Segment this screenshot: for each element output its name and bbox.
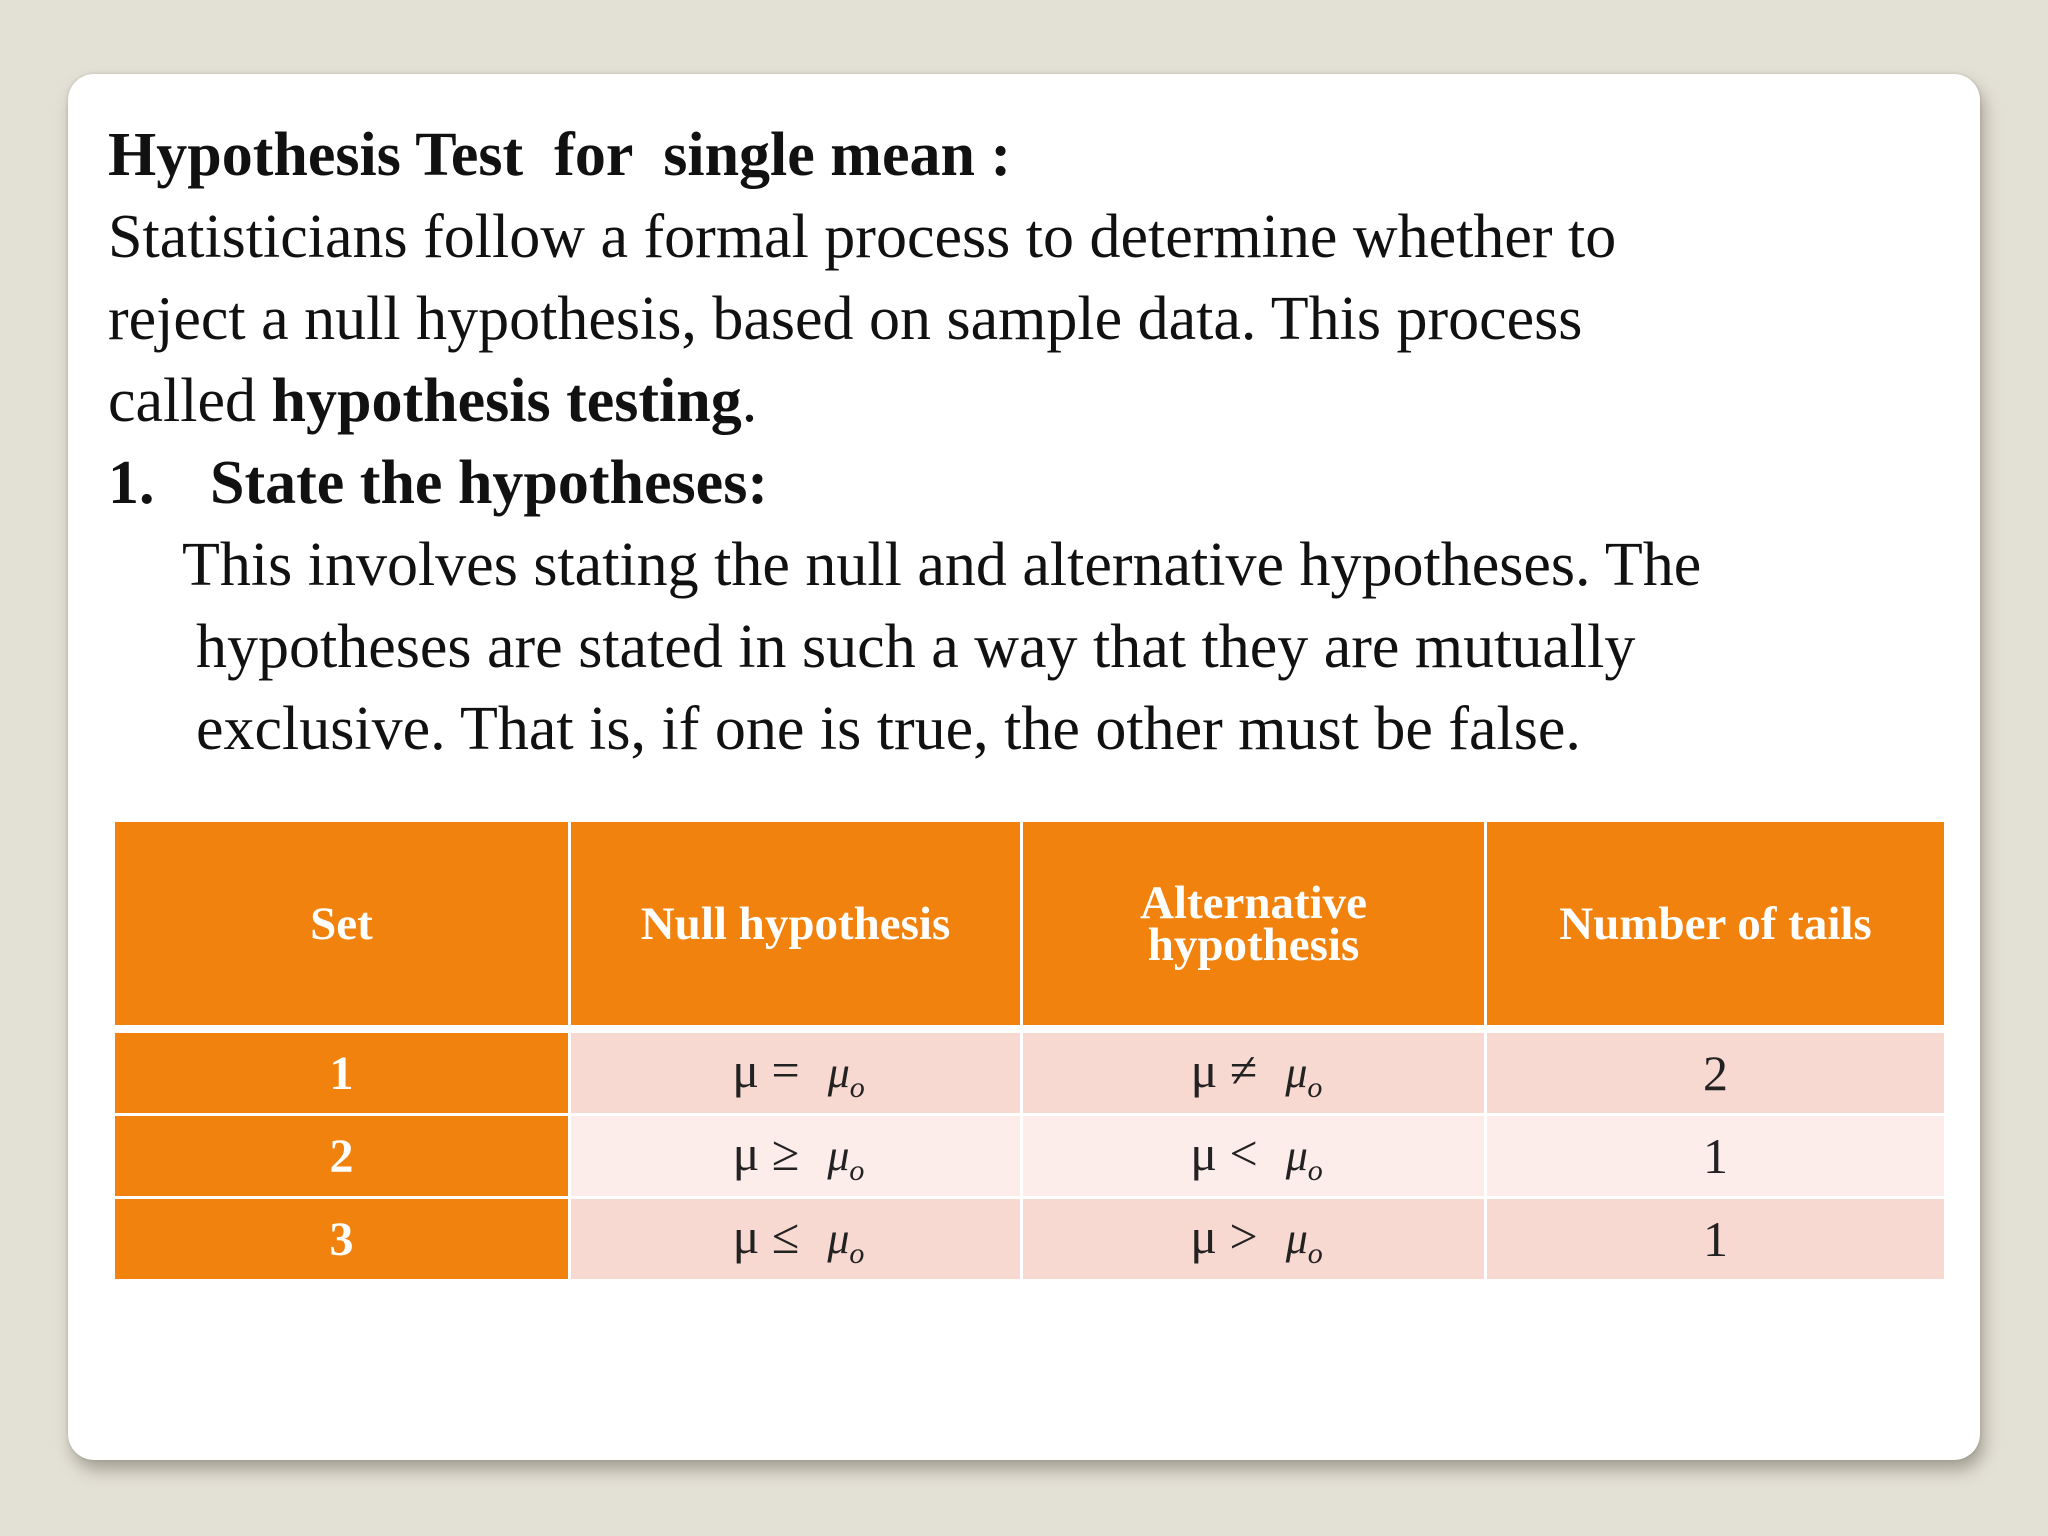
tails-cell: 1 — [1486, 1115, 1946, 1198]
step-desc-line-2: hypotheses are stated in such a way that they are mutually — [196, 613, 1636, 681]
table-row — [114, 1198, 1946, 1281]
set-cell: 3 — [114, 1198, 570, 1281]
set-cell: 1 — [114, 1029, 570, 1115]
header-number-of-tails: Number of tails — [1486, 821, 1946, 1030]
header-alt-line-2: hypothesis — [1147, 918, 1360, 971]
header-alternative-hypothesis — [1022, 821, 1486, 1030]
mu-o-symbol: $\mu_o$ — [1285, 1214, 1323, 1270]
intro-line-3-end: . — [741, 367, 758, 435]
intro-line-3-start: called — [108, 367, 272, 435]
alt-operator: μ > — [1190, 1208, 1258, 1265]
step-title: State the hypotheses: — [210, 449, 768, 517]
title-part-3: single mean : — [663, 121, 1012, 189]
table-row — [114, 1029, 1946, 1115]
intro-line-2: reject a null hypothesis, based on sample data. This process — [108, 285, 1583, 353]
null-cell — [570, 1029, 1022, 1115]
alt-cell — [1022, 1029, 1486, 1115]
header-null-hypothesis: Null hypothesis — [570, 821, 1022, 1030]
mu-o-symbol: $\mu_o$ — [827, 1131, 865, 1187]
slide-text — [108, 114, 1958, 770]
mu-o-symbol: $\mu_o$ — [1285, 1048, 1323, 1104]
step-number: 1. — [108, 449, 155, 517]
mu-o-symbol: $\mu_o$ — [827, 1048, 865, 1104]
null-cell — [570, 1198, 1022, 1281]
alt-cell — [1022, 1198, 1486, 1281]
intro-line-3 — [108, 360, 1958, 442]
intro-line-1: Statisticians follow a formal process to determine whether to — [108, 203, 1617, 271]
table-row — [114, 1115, 1946, 1198]
null-cell — [570, 1115, 1022, 1198]
null-operator: μ ≥ — [732, 1125, 800, 1182]
mu-o-symbol: $\mu_o$ — [1285, 1131, 1323, 1187]
slide-title — [108, 114, 1958, 196]
header-set: Set — [114, 821, 570, 1030]
alt-cell — [1022, 1115, 1486, 1198]
slide-card — [68, 74, 1980, 1460]
null-operator: μ = — [732, 1042, 800, 1099]
title-part-2: for — [554, 121, 633, 189]
step-desc-line-3: exclusive. That is, if one is true, the other must be false. — [196, 695, 1581, 763]
tails-cell: 1 — [1486, 1198, 1946, 1281]
alt-operator: μ ≠ — [1190, 1042, 1258, 1099]
mu-o-symbol: $\mu_o$ — [827, 1214, 865, 1270]
tails-cell: 2 — [1486, 1029, 1946, 1115]
table-header-row — [114, 821, 1946, 1030]
title-part-1: Hypothesis Test — [108, 121, 524, 189]
null-operator: μ ≤ — [732, 1208, 800, 1265]
step-desc-line-1: This involves stating the null and alternative hypotheses. The — [182, 531, 1702, 599]
intro-keyword: hypothesis testing — [271, 367, 742, 435]
set-cell: 2 — [114, 1115, 570, 1198]
hypothesis-table — [112, 819, 1947, 1282]
header-alt-line-1: Alternative — [1139, 876, 1368, 929]
step-heading — [108, 442, 1958, 524]
alt-operator: μ < — [1190, 1125, 1258, 1182]
